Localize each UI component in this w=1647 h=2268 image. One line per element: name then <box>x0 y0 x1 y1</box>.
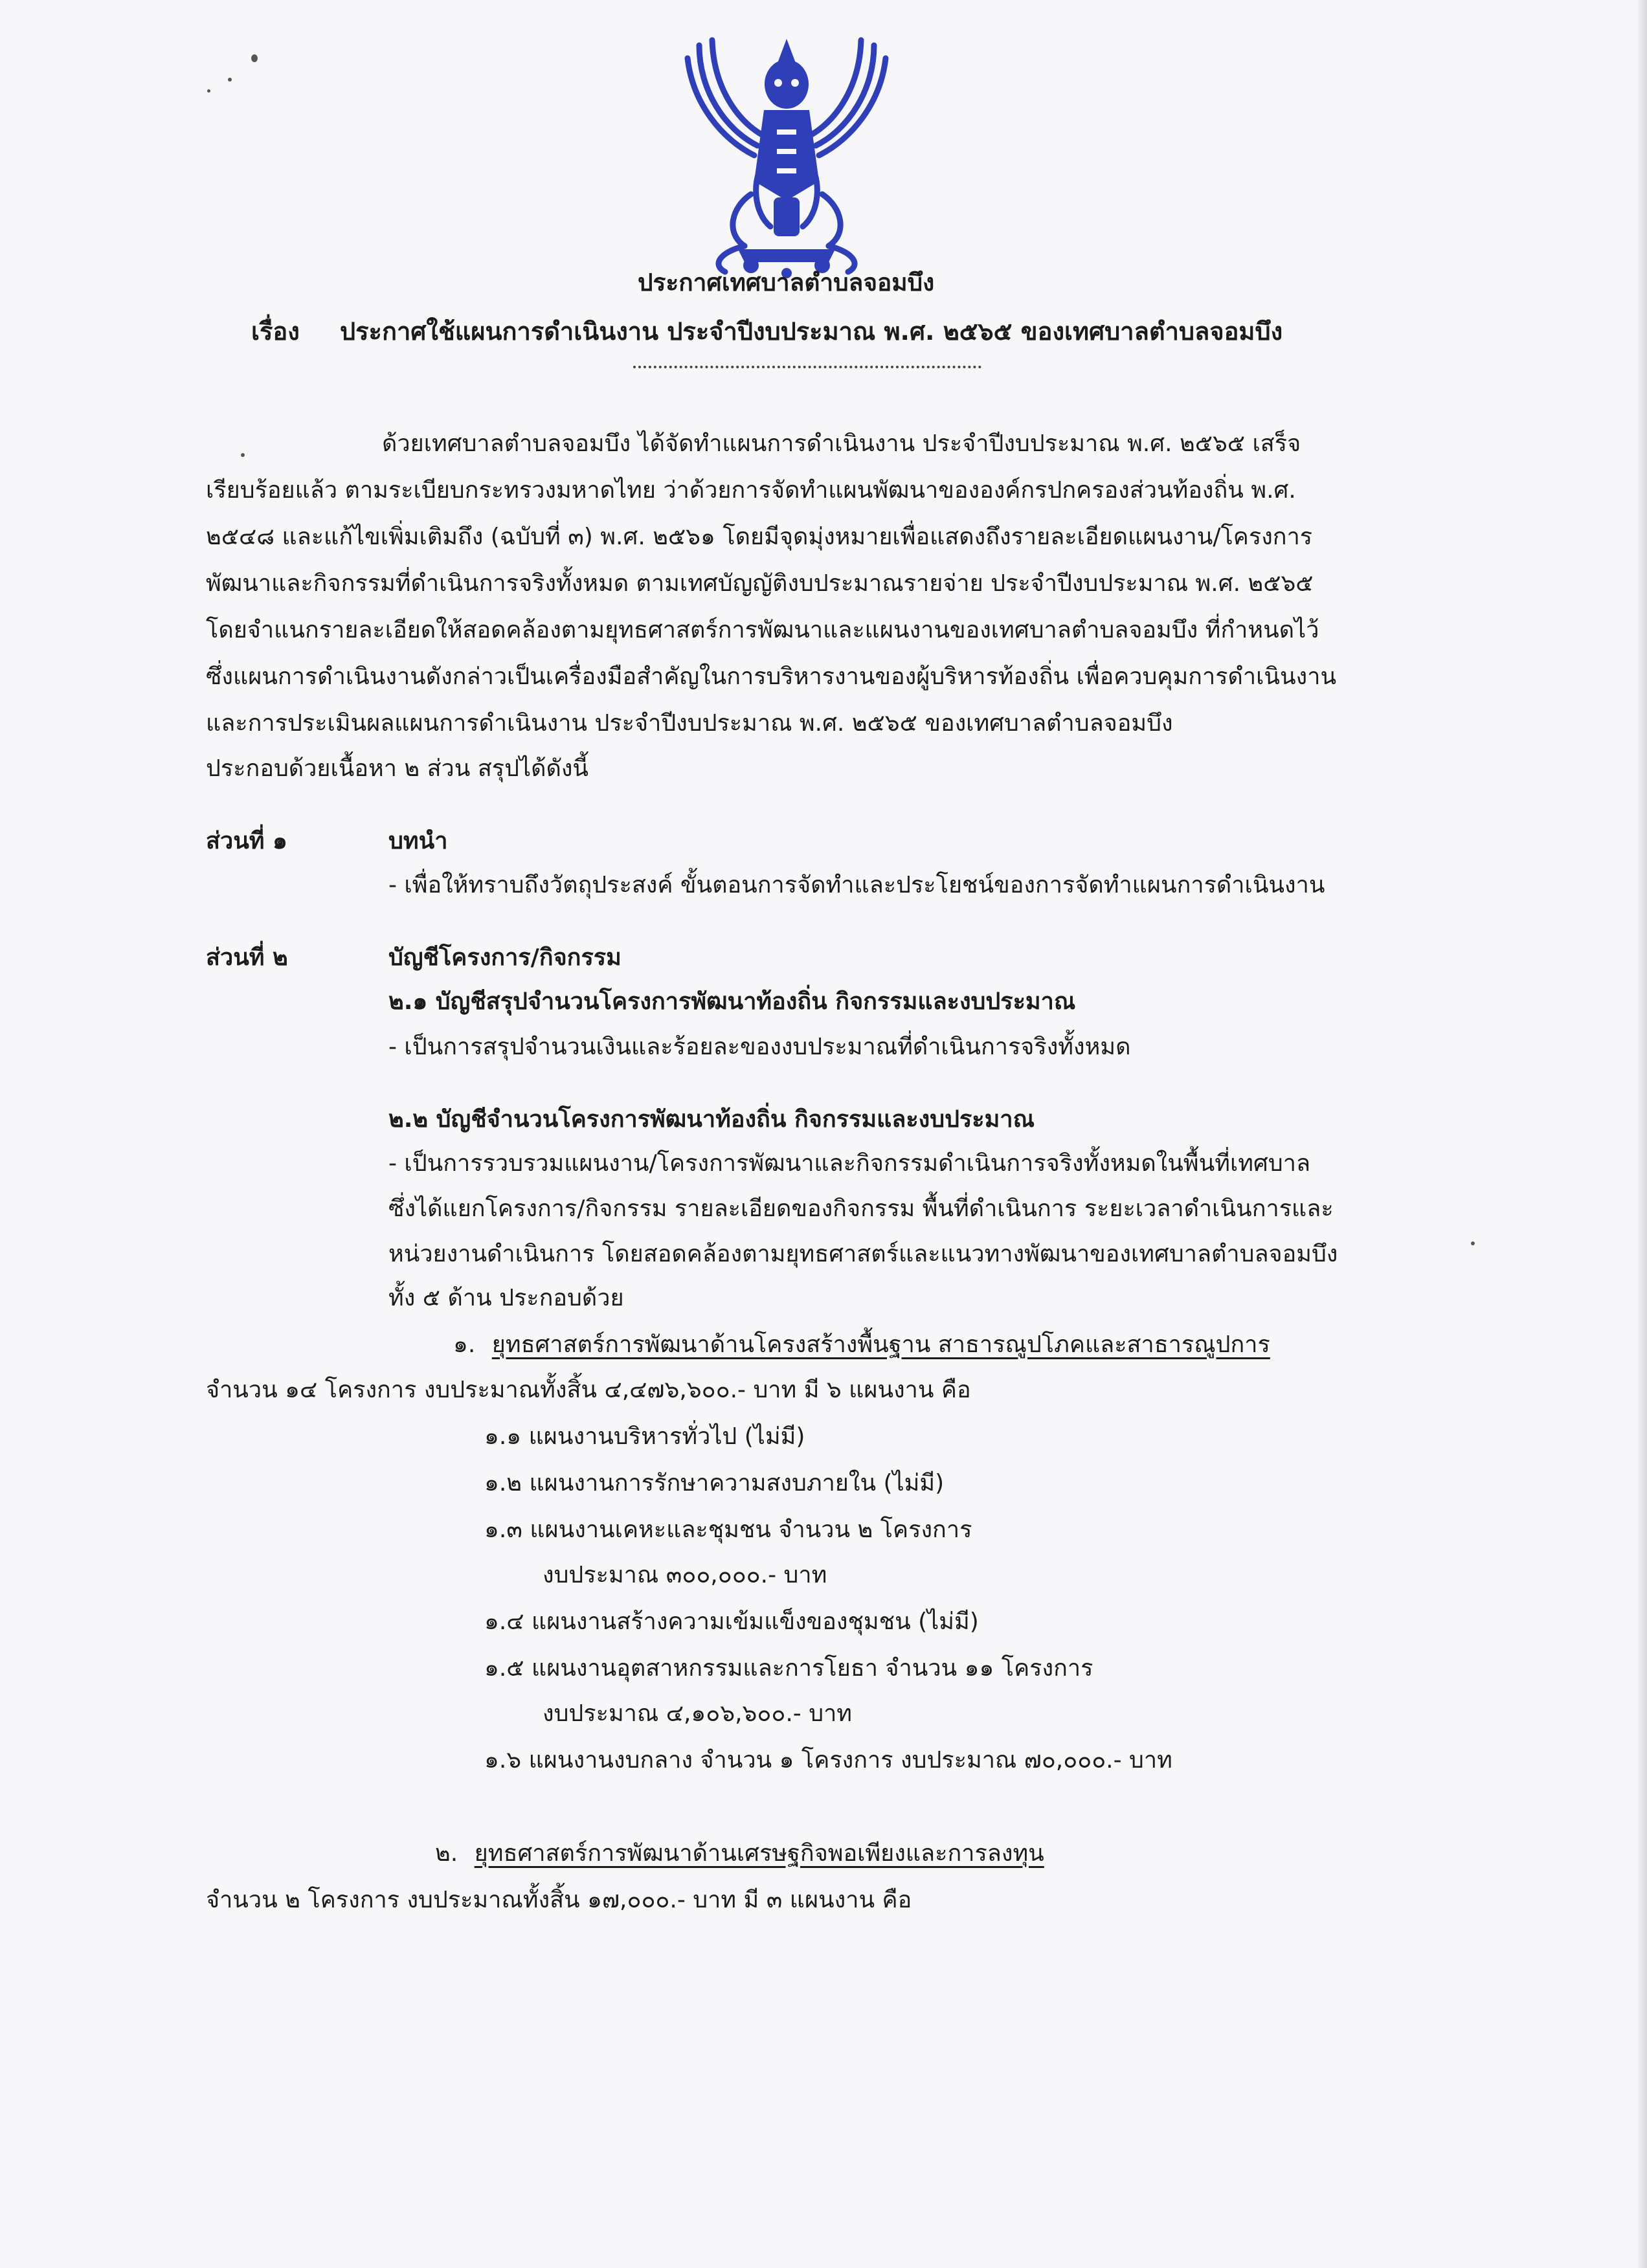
intro-line: ด้วยเทศบาลตำบลจอมบึง ได้จัดทำแผนการดำเนินงาน ประจำปีงบประมาณ พ.ศ. ๒๕๖๕ เสร็จ <box>382 430 1301 457</box>
part1-description: - เพื่อให้ทราบถึงวัตถุประสงค์ ขั้นตอนการจัดทำและประโยชน์ของการจัดทำแผนการดำเนินงาน <box>388 872 1325 898</box>
intro-line: และการประเมินผลแผนการดำเนินงาน ประจำปีงบประมาณ พ.ศ. ๒๕๖๕ ของเทศบาลตำบลจอมบึง <box>206 710 1173 737</box>
strategy1-heading <box>453 1331 1270 1359</box>
strategy1-number: ๑. <box>453 1331 476 1358</box>
intro-line: ประกอบด้วยเนื้อหา ๒ ส่วน สรุปได้ดังนี้ <box>206 755 589 782</box>
strategy1-plan-budget: งบประมาณ ๔,๑๐๖,๖๐๐.- บาท <box>543 1700 853 1727</box>
scan-speck <box>251 54 258 62</box>
scan-speck <box>228 78 232 82</box>
part2-sub2-line: ทั้ง ๕ ด้าน ประกอบด้วย <box>388 1285 624 1311</box>
intro-line: พัฒนาและกิจกรรมที่ดำเนินการจริงทั้งหมด ตามเทศบัญญัติงบประมาณรายจ่าย ประจำปีงบประมาณ พ.ศ. ๒๕๖๕ <box>206 570 1314 597</box>
page-edge-shadow <box>1638 0 1647 2268</box>
scan-speck <box>207 89 210 93</box>
strategy2-summary: จำนวน ๒ โครงการ งบประมาณทั้งสิ้น ๑๗,๐๐๐.- บาท มี ๓ แผนงาน คือ <box>206 1887 912 1913</box>
strategy1-plan-item: ๑.๑ แผนงานบริหารทั่วไป (ไม่มี) <box>484 1423 805 1450</box>
strategy2-heading <box>435 1840 1044 1868</box>
strategy1-plan-item: ๑.๕ แผนงานอุตสาหกรรมและการโยธา จำนวน ๑๑ โครงการ <box>484 1655 1093 1682</box>
strategy1-plan-item: ๑.๒ แผนงานการรักษาความสงบภายใน (ไม่มี) <box>484 1470 945 1496</box>
scan-speck <box>241 453 245 457</box>
garuda-emblem-icon <box>673 32 900 278</box>
intro-line: ซึ่งแผนการดำเนินงานดังกล่าวเป็นเครื่องมือสำคัญในการบริหารงานของผู้บริหารท้องถิ่น เพื่อควบคุมการดำเนินงาน <box>206 663 1337 690</box>
strategy1-plan-budget: งบประมาณ ๓๐๐,๐๐๐.- บาท <box>543 1562 827 1588</box>
part2-sub2-line: หน่วยงานดำเนินการ โดยสอดคล้องตามยุทธศาสตร์และแนวทางพัฒนาของเทศบาลตำบลจอมบึง <box>388 1241 1338 1267</box>
scan-speck <box>1471 1241 1475 1245</box>
part2-sub2-heading: ๒.๒ บัญชีจำนวนโครงการพัฒนาท้องถิ่น กิจกรรมและงบประมาณ <box>388 1106 1035 1133</box>
part1-heading: บทนำ <box>388 828 448 854</box>
part2-sub2-line: - เป็นการรวบรวมแผนงาน/โครงการพัฒนาและกิจกรรมดำเนินการจริงทั้งหมดในพื้นที่เทศบาล <box>388 1150 1311 1177</box>
strategy1-summary: จำนวน ๑๔ โครงการ งบประมาณทั้งสิ้น ๔,๔๗๖,๖๐๐.- บาท มี ๖ แผนงาน คือ <box>206 1377 971 1403</box>
announcement-title: ประกาศเทศบาลตำบลจอมบึง <box>638 269 935 296</box>
strategy1-plan-item: ๑.๔ แผนงานสร้างความเข้มแข็งของชุมชน (ไม่มี) <box>484 1608 979 1635</box>
strategy2-number: ๒. <box>435 1840 458 1867</box>
strategy1-plan-item: ๑.๓ แผนงานเคหะและชุมชน จำนวน ๒ โครงการ <box>484 1517 972 1543</box>
part2-sub2-line: ซึ่งได้แยกโครงการ/กิจกรรม รายละเอียดของกิจกรรม พื้นที่ดำเนินการ ระยะเวลาดำเนินการและ <box>388 1195 1334 1222</box>
part2-sub1-description: - เป็นการสรุปจำนวนเงินและร้อยละของงบประมาณที่ดำเนินการจริงทั้งหมด <box>388 1034 1131 1060</box>
announcement-subject <box>251 317 1283 346</box>
intro-line: เรียบร้อยแล้ว ตามระเบียบกระทรวงมหาดไทย ว่าด้วยการจัดทำแผนพัฒนาขององค์กรปกครองส่วนท้องถิ่น พ.ศ. <box>206 477 1296 504</box>
strategy1-plan-item: ๑.๖ แผนงานงบกลาง จำนวน ๑ โครงการ งบประมาณ ๗๐,๐๐๐.- บาท <box>484 1747 1172 1773</box>
subject-text: ประกาศใช้แผนการดำเนินงาน ประจำปีงบประมาณ พ.ศ. ๒๕๖๕ ของเทศบาลตำบลจอมบึง <box>340 317 1283 346</box>
part2-heading: บัญชีโครงการ/กิจกรรม <box>388 944 622 971</box>
subject-label: เรื่อง <box>251 317 300 346</box>
part2-sub1-heading: ๒.๑ บัญชีสรุปจำนวนโครงการพัฒนาท้องถิ่น กิจกรรมและงบประมาณ <box>388 988 1076 1015</box>
part1-label: ส่วนที่ ๑ <box>206 828 287 854</box>
strategy1-title: ยุทธศาสตร์การพัฒนาด้านโครงสร้างพื้นฐาน สาธารณูปโภคและสาธารณูปการ <box>491 1331 1270 1358</box>
dotted-divider <box>633 366 981 368</box>
intro-line: ๒๕๔๘ และแก้ไขเพิ่มเติมถึง (ฉบับที่ ๓) พ.ศ. ๒๕๖๑ โดยมีจุดมุ่งหมายเพื่อแสดงถึงรายละเอียดแผนงาน/โครงการ <box>206 524 1313 550</box>
intro-line: โดยจำแนกรายละเอียดให้สอดคล้องตามยุทธศาสตร์การพัฒนาและแผนงานของเทศบาลตำบลจอมบึง ที่กำหนดไว้ <box>206 617 1319 643</box>
part2-label: ส่วนที่ ๒ <box>206 944 288 971</box>
strategy2-title: ยุทธศาสตร์การพัฒนาด้านเศรษฐกิจพอเพียงและการลงทุน <box>474 1840 1044 1867</box>
